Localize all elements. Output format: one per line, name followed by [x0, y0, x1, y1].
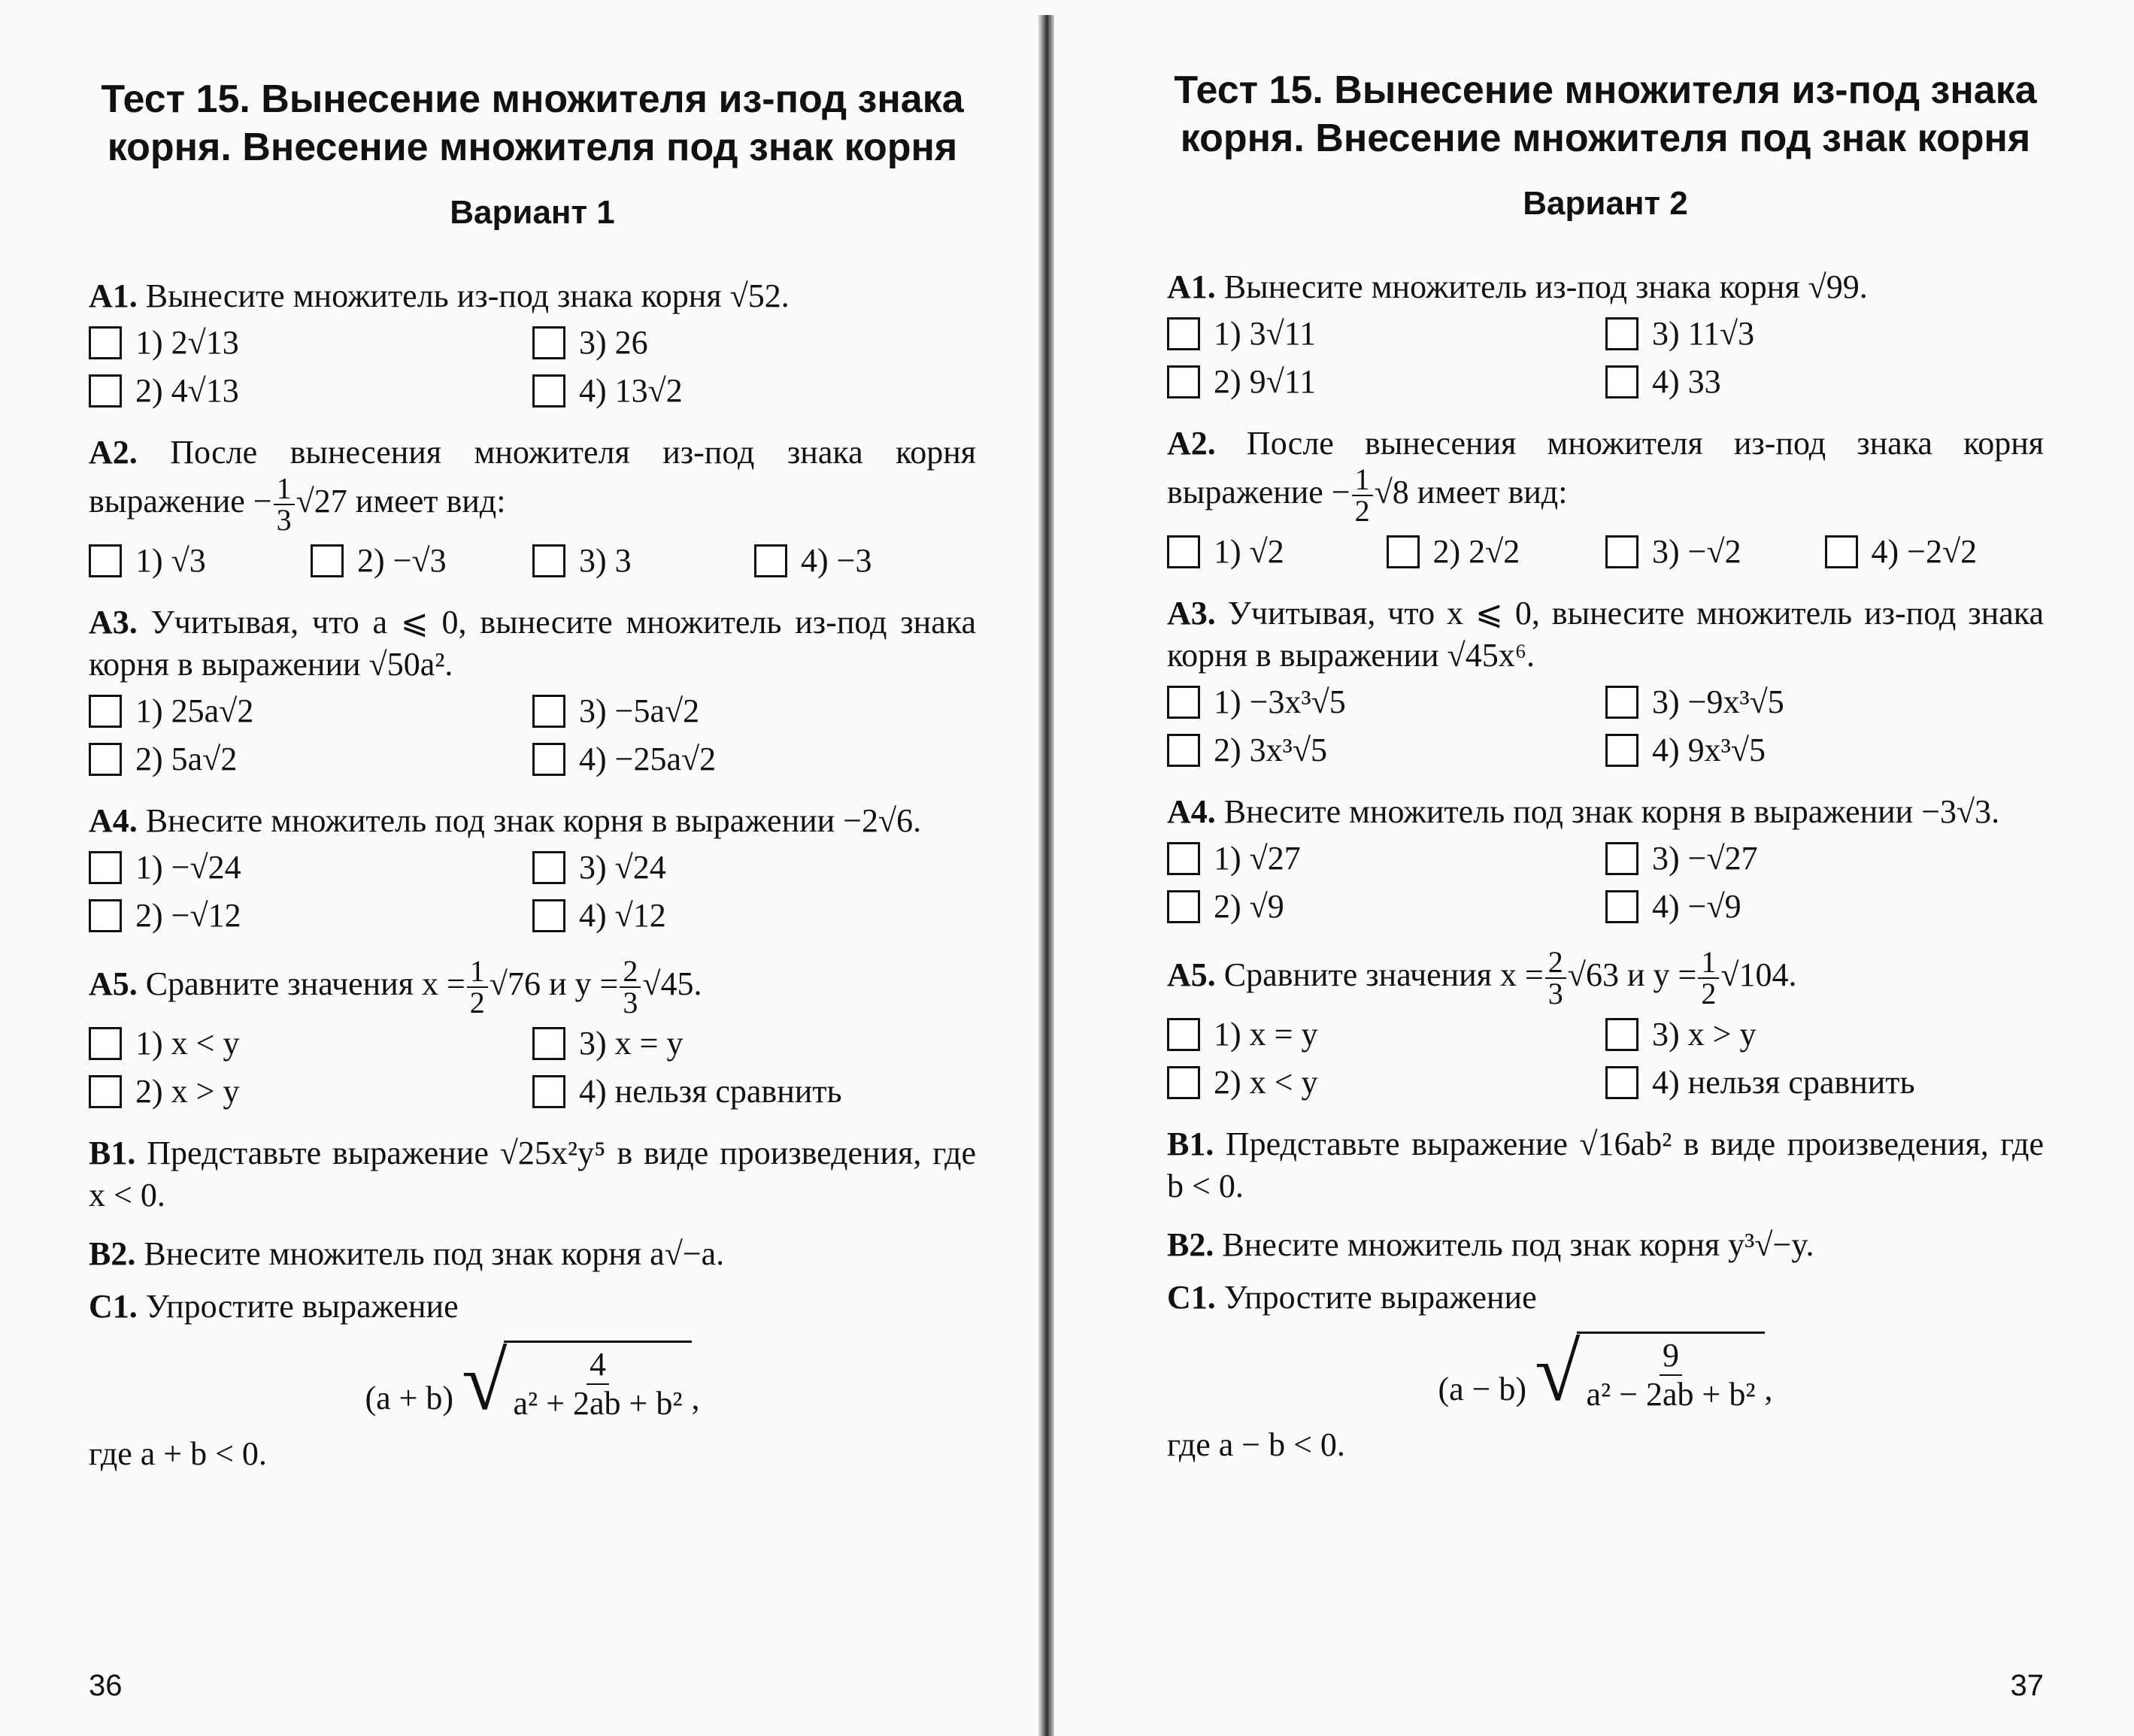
options-a1: [89, 322, 976, 412]
fraction: $\frac{1}{2}$: [1352, 465, 1373, 526]
checkbox[interactable]: [1167, 1066, 1200, 1099]
checkbox[interactable]: [89, 326, 122, 359]
checkbox[interactable]: [1167, 890, 1200, 923]
fraction: $\frac{9}{\text{a² − 2ab + b²}}$: [1586, 1336, 1756, 1413]
option[interactable]: 4) 13√2: [532, 370, 976, 412]
test-title: Тест 15. Вынесение множителя из-под знака корня. Внесение множителя под знак корня: [101, 77, 964, 169]
checkbox[interactable]: [532, 1027, 565, 1060]
c1-condition: где a + b < 0.: [89, 1435, 267, 1472]
checkbox[interactable]: [89, 695, 122, 728]
checkbox[interactable]: [532, 544, 565, 577]
question-c1: С1. Упростите выражение: [1167, 1279, 1537, 1316]
c1-condition: где a − b < 0.: [1167, 1426, 1345, 1463]
question-a5: А5. Сравните значения x = $\frac{2}{3}$ √63 и y = $\frac{1}{2}$ √104.: [1167, 945, 1797, 1010]
question-a3: А3. Учитывая, что x ⩽ 0, вынесите множитель из-под знака корня в выражении √45x⁶.: [1167, 595, 2044, 674]
checkbox[interactable]: [1167, 1018, 1200, 1051]
fraction: $\frac{1}{2}$: [467, 956, 488, 1018]
options-a5: [89, 1023, 976, 1113]
checkbox[interactable]: [1167, 365, 1200, 398]
fraction: $\frac{2}{3}$: [620, 956, 641, 1018]
question-a3: А3. Учитывая, что a ⩽ 0, вынесите множитель из-под знака корня в выражении √50a².: [89, 604, 976, 683]
checkbox[interactable]: [89, 899, 122, 932]
option[interactable]: 3) 26: [532, 322, 976, 364]
c1-formula: (a − b) √ $\frac{9}{\text{a² − 2ab + b²}}$ ,: [1438, 1326, 1773, 1418]
variant-heading: Вариант 2: [1523, 185, 1688, 222]
option[interactable]: 1) √2: [1167, 531, 1387, 573]
option[interactable]: 1) √3: [89, 540, 311, 582]
checkbox[interactable]: [532, 743, 565, 776]
variant-heading: Вариант 1: [450, 194, 615, 231]
question-a4: А4. Внесите множитель под знак корня в выражении −2√6.: [89, 802, 922, 839]
question-b1: В1. Представьте выражение √16ab² в виде произведения, где b < 0.: [1167, 1126, 2045, 1204]
checkbox[interactable]: [532, 374, 565, 407]
checkbox[interactable]: [89, 851, 122, 884]
fraction: $\frac{1}{3}$: [274, 474, 295, 535]
options-a5: [1167, 1013, 2044, 1104]
checkbox[interactable]: [532, 1075, 565, 1108]
checkbox[interactable]: [532, 899, 565, 932]
options-a3: [1167, 681, 2044, 771]
option[interactable]: 4) −3: [754, 540, 976, 582]
question-a2: А2. После вынесения множителя из-под знака корня выражение − $\frac{1}{2}$ √8 имеет вид:: [1167, 425, 2045, 528]
checkbox[interactable]: [532, 326, 565, 359]
option[interactable]: 3) −√2: [1605, 531, 1825, 573]
option[interactable]: 3) x = y: [532, 1023, 976, 1065]
option[interactable]: 4) 33: [1605, 361, 2044, 403]
option[interactable]: 2) x < y: [1167, 1062, 1605, 1104]
option[interactable]: 1) 3√11: [1167, 313, 1605, 355]
option[interactable]: 1) 2√13: [89, 322, 532, 364]
checkbox[interactable]: [89, 743, 122, 776]
option[interactable]: 3) √24: [532, 847, 976, 889]
option[interactable]: 4) −25a√2: [532, 738, 976, 780]
checkbox[interactable]: [89, 544, 122, 577]
option[interactable]: 3) x > y: [1605, 1013, 2044, 1056]
option[interactable]: 3) −9x³√5: [1605, 681, 2044, 723]
option[interactable]: 2) 9√11: [1167, 361, 1605, 403]
checkbox[interactable]: [89, 1027, 122, 1060]
checkbox[interactable]: [1605, 686, 1638, 719]
option[interactable]: 2) −√3: [311, 540, 532, 582]
radical: √ $\frac{4}{\text{a² + 2ab + b²}}$: [462, 1340, 691, 1422]
checkbox[interactable]: [1605, 317, 1638, 350]
option[interactable]: 1) −3x³√5: [1167, 681, 1605, 723]
page-left: [0, 0, 1038, 1736]
option[interactable]: 4) нельзя сравнить: [532, 1071, 976, 1113]
checkbox[interactable]: [1825, 535, 1858, 568]
option[interactable]: 1) x < y: [89, 1023, 532, 1065]
checkbox[interactable]: [1605, 1066, 1638, 1099]
option[interactable]: 3) −5a√2: [532, 690, 976, 732]
fraction: $\frac{1}{2}$: [1698, 947, 1719, 1009]
options-a4: [89, 847, 976, 937]
question-a2: А2. После вынесения множителя из-под знака корня выражение − $\frac{1}{3}$ √27 имеет вид:: [89, 434, 977, 537]
checkbox[interactable]: [1605, 842, 1638, 875]
option[interactable]: 4) 9x³√5: [1605, 729, 2044, 771]
option[interactable]: 1) −√24: [89, 847, 532, 889]
test-title: Тест 15. Вынесение множителя из-под знака корня. Внесение множителя под знак корня: [1174, 68, 2037, 160]
checkbox[interactable]: [89, 374, 122, 407]
option[interactable]: 2) 2√2: [1387, 531, 1606, 573]
checkbox[interactable]: [1605, 1018, 1638, 1051]
question-c1: С1. Упростите выражение: [89, 1288, 459, 1325]
checkbox[interactable]: [1167, 317, 1200, 350]
option[interactable]: 3) −√27: [1605, 838, 2044, 880]
checkbox[interactable]: [1167, 686, 1200, 719]
option[interactable]: 4) нельзя сравнить: [1605, 1062, 2044, 1104]
option[interactable]: 2) x > y: [89, 1071, 532, 1113]
checkbox[interactable]: [532, 695, 565, 728]
question-a5: А5. Сравните значения x = $\frac{1}{2}$ √76 и y = $\frac{2}{3}$ √45.: [89, 954, 702, 1019]
book-gutter: [1038, 15, 1054, 1736]
option[interactable]: 1) √27: [1167, 838, 1605, 880]
checkbox[interactable]: [532, 851, 565, 884]
option[interactable]: 2) √9: [1167, 886, 1605, 928]
option[interactable]: 3) 11√3: [1605, 313, 2044, 355]
options-a2: [89, 540, 976, 582]
page-number: 37: [2010, 1669, 2044, 1702]
checkbox[interactable]: [1167, 734, 1200, 767]
option[interactable]: 2) 4√13: [89, 370, 532, 412]
c1-formula: (a + b) √ $\frac{4}{\text{a² + 2ab + b²}}$ ,: [365, 1335, 700, 1427]
checkbox[interactable]: [311, 544, 344, 577]
option[interactable]: 1) 25a√2: [89, 690, 532, 732]
option[interactable]: 2) 5a√2: [89, 738, 532, 780]
question-a1: А1. Вынесите множитель из-под знака корня √52.: [89, 277, 790, 314]
radical: √ $\frac{9}{\text{a² − 2ab + b²}}$: [1535, 1331, 1764, 1413]
question-b2: В2. Внесите множитель под знак корня a√−a.: [89, 1235, 725, 1272]
options-a1: [1167, 313, 2044, 403]
option[interactable]: 4) −2√2: [1825, 531, 2045, 573]
checkbox[interactable]: [1605, 365, 1638, 398]
checkbox[interactable]: [1605, 890, 1638, 923]
checkbox[interactable]: [1605, 734, 1638, 767]
checkbox[interactable]: [89, 1075, 122, 1108]
question-a1: А1. Вынесите множитель из-под знака корня √99.: [1167, 268, 1868, 305]
options-a3: [89, 690, 976, 780]
checkbox[interactable]: [1605, 535, 1638, 568]
option[interactable]: 3) 3: [532, 540, 754, 582]
question-b1: В1. Представьте выражение √25x²y⁵ в виде произведения, где x < 0.: [89, 1135, 977, 1213]
checkbox[interactable]: [1167, 535, 1200, 568]
page-right: [1054, 0, 2134, 1736]
option[interactable]: 2) 3x³√5: [1167, 729, 1605, 771]
question-a4: А4. Внесите множитель под знак корня в выражении −3√3.: [1167, 793, 2000, 830]
options-a2: [1167, 531, 2044, 573]
option[interactable]: 2) −√12: [89, 895, 532, 937]
checkbox[interactable]: [1387, 535, 1420, 568]
question-b2: В2. Внесите множитель под знак корня y³√−y.: [1167, 1226, 1814, 1263]
checkbox[interactable]: [754, 544, 787, 577]
page-number: 36: [89, 1669, 123, 1702]
fraction: $\frac{4}{\text{a² + 2ab + b²}}$: [513, 1345, 683, 1422]
option[interactable]: 4) √12: [532, 895, 976, 937]
checkbox[interactable]: [1167, 842, 1200, 875]
option[interactable]: 1) x = y: [1167, 1013, 1605, 1056]
option[interactable]: 4) −√9: [1605, 886, 2044, 928]
options-a4: [1167, 838, 2044, 928]
fraction: $\frac{2}{3}$: [1545, 947, 1566, 1009]
